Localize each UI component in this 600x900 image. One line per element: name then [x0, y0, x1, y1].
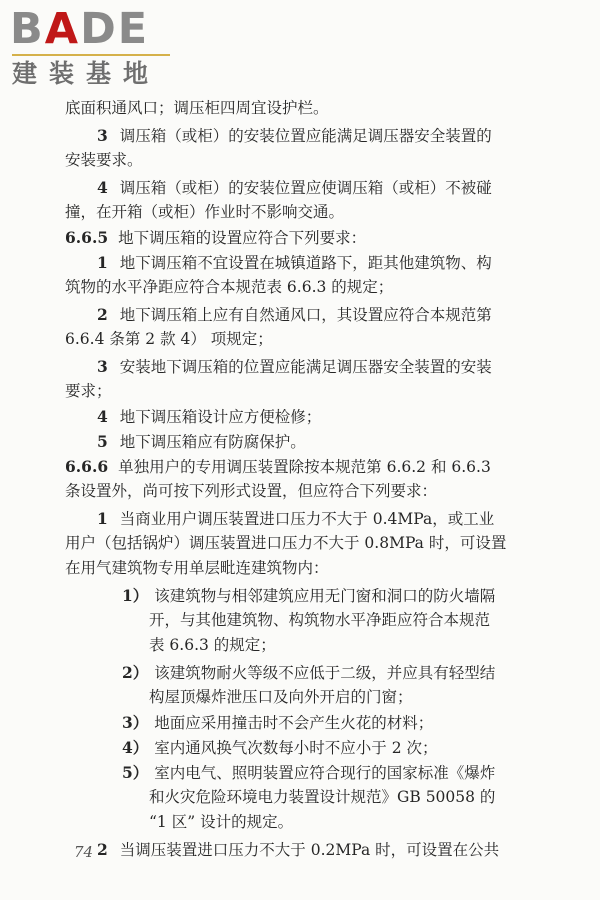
- text-line: 底面积通风口；调压柜四周宜设护栏。: [65, 99, 329, 117]
- clause-item: 2 地下调压箱上应有自然通风口，其设置应符合本规范第: [97, 305, 492, 324]
- text-line: 开，与其他建筑物、构筑物水平净距应符合本规范: [149, 611, 491, 629]
- section-heading: 6.6.5 地下调压箱的设置应符合下列要求：: [65, 228, 367, 247]
- clause-item: 2 当调压装置进口压力不大于 0.2MPa 时，可设置在公共: [97, 840, 500, 859]
- page-number: 74: [74, 843, 94, 861]
- text-line: 表 6.6.3 的规定；: [149, 636, 276, 654]
- logo-chinese-name: 建装基地: [12, 59, 161, 88]
- clause-item: 1 地下调压箱不宜设置在城镇道路下，距其他建筑物、构: [97, 253, 492, 272]
- text-line: 安装要求。: [65, 151, 143, 169]
- sub-item: 3） 地面应采用撞击时不会产生火花的材料；: [122, 713, 434, 732]
- logo-divider: [12, 54, 170, 56]
- text-line: 用户（包括锅炉）调压装置进口压力不大于 0.8MPa 时，可设置: [65, 534, 507, 552]
- sub-item: 5） 室内电气、照明装置应符合现行的国家标准《爆炸: [122, 763, 496, 782]
- clause-item: 1 当商业用户调压装置进口压力不大于 0.4MPa，或工业: [97, 509, 495, 528]
- text-line: 撞，在开箱（或柜）作业时不影响交通。: [65, 203, 345, 221]
- logo-wordmark: BADE: [10, 4, 150, 54]
- text-line: 要求；: [65, 382, 112, 400]
- section-heading: 6.6.6 单独用户的专用调压装置除按本规范第 6.6.2 和 6.6.3: [65, 457, 491, 476]
- clause-item: 3 安装地下调压箱的位置应能满足调压器安全装置的安装: [97, 357, 492, 376]
- text-line: 在用气建筑物专用单层毗连建筑物内：: [65, 559, 329, 577]
- text-line: 条设置外，尚可按下列形式设置，但应符合下列要求：: [65, 482, 438, 500]
- document-body: [65, 96, 535, 862]
- brand-logo: [10, 6, 175, 89]
- text-line: 和火灾危险环境电力装置设计规范》GB 50058 的: [149, 788, 496, 806]
- sub-item: 4） 室内通风换气次数每小时不应小于 2 次；: [122, 738, 438, 757]
- clause-item: 4 调压箱（或柜）的安装位置应使调压箱（或柜）不被碰: [97, 178, 492, 197]
- clause-item: 3 调压箱（或柜）的安装位置应能满足调压器安全装置的: [97, 126, 492, 145]
- text-line: 6.6.4 条第 2 款 4） 项规定；: [65, 330, 273, 348]
- sub-item: 1） 该建筑物与相邻建筑应用无门窗和洞口的防火墙隔: [122, 586, 496, 605]
- text-line: “1 区” 设计的规定。: [149, 813, 294, 831]
- text-line: 筑物的水平净距应符合本规范表 6.6.3 的规定；: [65, 278, 394, 296]
- clause-item: 4 地下调压箱设计应方便检修；: [97, 407, 322, 426]
- clause-item: 5 地下调压箱应有防腐保护。: [97, 432, 306, 451]
- text-line: 构屋顶爆炸泄压口及向外开启的门窗；: [149, 688, 413, 706]
- sub-item: 2） 该建筑物耐火等级不应低于二级，并应具有轻型结: [122, 663, 496, 682]
